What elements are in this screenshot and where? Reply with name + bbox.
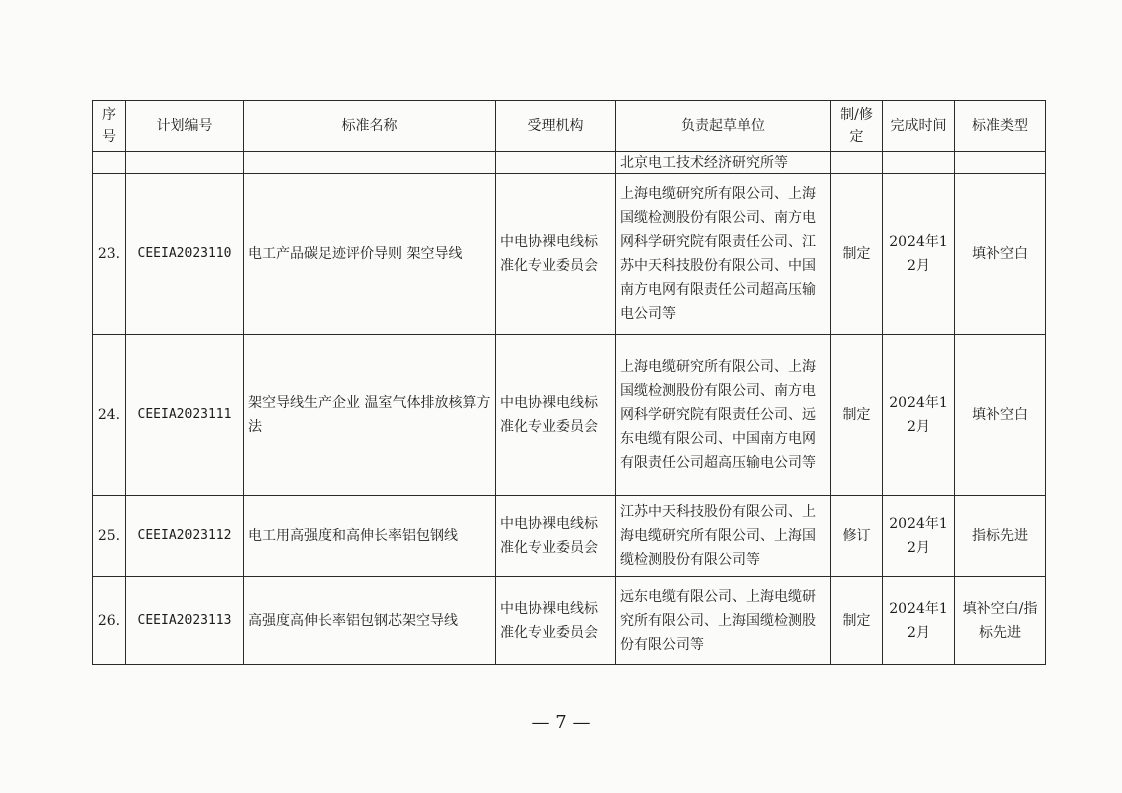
cell-standard-kind: 填补空白 xyxy=(955,335,1046,496)
cell-empty xyxy=(93,152,126,174)
cell-empty xyxy=(496,152,616,174)
cell-completion-time: 2024年12月 xyxy=(883,174,955,335)
cell-no: 23. xyxy=(93,174,126,335)
header-accepting-org: 受理机构 xyxy=(496,101,616,152)
table-header-row xyxy=(93,101,1046,152)
cell-type: 制定 xyxy=(831,335,883,496)
cell-no: 24. xyxy=(93,335,126,496)
table-row-continuation xyxy=(93,152,1046,174)
cell-type: 制定 xyxy=(831,174,883,335)
cell-drafters: 上海电缆研究所有限公司、上海国缆检测股份有限公司、南方电网科学研究院有限责任公司、江苏中天科技股份有限公司、中国南方电网有限责任公司超高压输电公司等 xyxy=(616,174,831,335)
cell-accepting-org: 中电协裸电线标准化专业委员会 xyxy=(496,335,616,496)
header-type: 制/修定 xyxy=(831,101,883,152)
header-no: 序号 xyxy=(93,101,126,152)
table-row xyxy=(93,174,1046,335)
cell-no: 25. xyxy=(93,496,126,577)
header-completion-time: 完成时间 xyxy=(883,101,955,152)
cell-standard-kind: 填补空白 xyxy=(955,174,1046,335)
cell-standard-name: 电工用高强度和高伸长率铝包钢线 xyxy=(244,496,496,577)
cell-drafters: 江苏中天科技股份有限公司、上海电缆研究所有限公司、上海国缆检测股份有限公司等 xyxy=(616,496,831,577)
cell-type: 制定 xyxy=(831,577,883,665)
table-row xyxy=(93,577,1046,665)
header-standard-name: 标准名称 xyxy=(244,101,496,152)
table-row xyxy=(93,335,1046,496)
cell-drafters: 远东电缆有限公司、上海电缆研究所有限公司、上海国缆检测股份有限公司等 xyxy=(616,577,831,665)
cell-accepting-org: 中电协裸电线标准化专业委员会 xyxy=(496,174,616,335)
cell-standard-kind: 填补空白/指标先进 xyxy=(955,577,1046,665)
cell-drafters: 北京电工技术经济研究所等 xyxy=(616,152,831,174)
header-plan-code: 计划编号 xyxy=(126,101,244,152)
cell-no: 26. xyxy=(93,577,126,665)
standards-table xyxy=(92,100,1046,665)
cell-standard-name: 高强度高伸长率铝包钢芯架空导线 xyxy=(244,577,496,665)
cell-completion-time: 2024年12月 xyxy=(883,496,955,577)
cell-type: 修订 xyxy=(831,496,883,577)
table-row xyxy=(93,496,1046,577)
cell-plan-code: CEEIA2023113 xyxy=(126,577,244,665)
cell-empty xyxy=(955,152,1046,174)
cell-empty xyxy=(244,152,496,174)
cell-empty xyxy=(883,152,955,174)
page-number: — 7 — xyxy=(531,712,591,733)
header-drafting-units: 负责起草单位 xyxy=(616,101,831,152)
cell-drafters: 上海电缆研究所有限公司、上海国缆检测股份有限公司、南方电网科学研究院有限责任公司、远东电缆有限公司、中国南方电网有限责任公司超高压输电公司等 xyxy=(616,335,831,496)
cell-standard-name: 电工产品碳足迹评价导则 架空导线 xyxy=(244,174,496,335)
cell-empty xyxy=(126,152,244,174)
cell-accepting-org: 中电协裸电线标准化专业委员会 xyxy=(496,577,616,665)
cell-standard-name: 架空导线生产企业 温室气体排放核算方法 xyxy=(244,335,496,496)
cell-completion-time: 2024年12月 xyxy=(883,335,955,496)
cell-empty xyxy=(831,152,883,174)
cell-accepting-org: 中电协裸电线标准化专业委员会 xyxy=(496,496,616,577)
cell-standard-kind: 指标先进 xyxy=(955,496,1046,577)
cell-completion-time: 2024年12月 xyxy=(883,577,955,665)
cell-plan-code: CEEIA2023112 xyxy=(126,496,244,577)
cell-plan-code: CEEIA2023110 xyxy=(126,174,244,335)
cell-plan-code: CEEIA2023111 xyxy=(126,335,244,496)
header-standard-kind: 标准类型 xyxy=(955,101,1046,152)
